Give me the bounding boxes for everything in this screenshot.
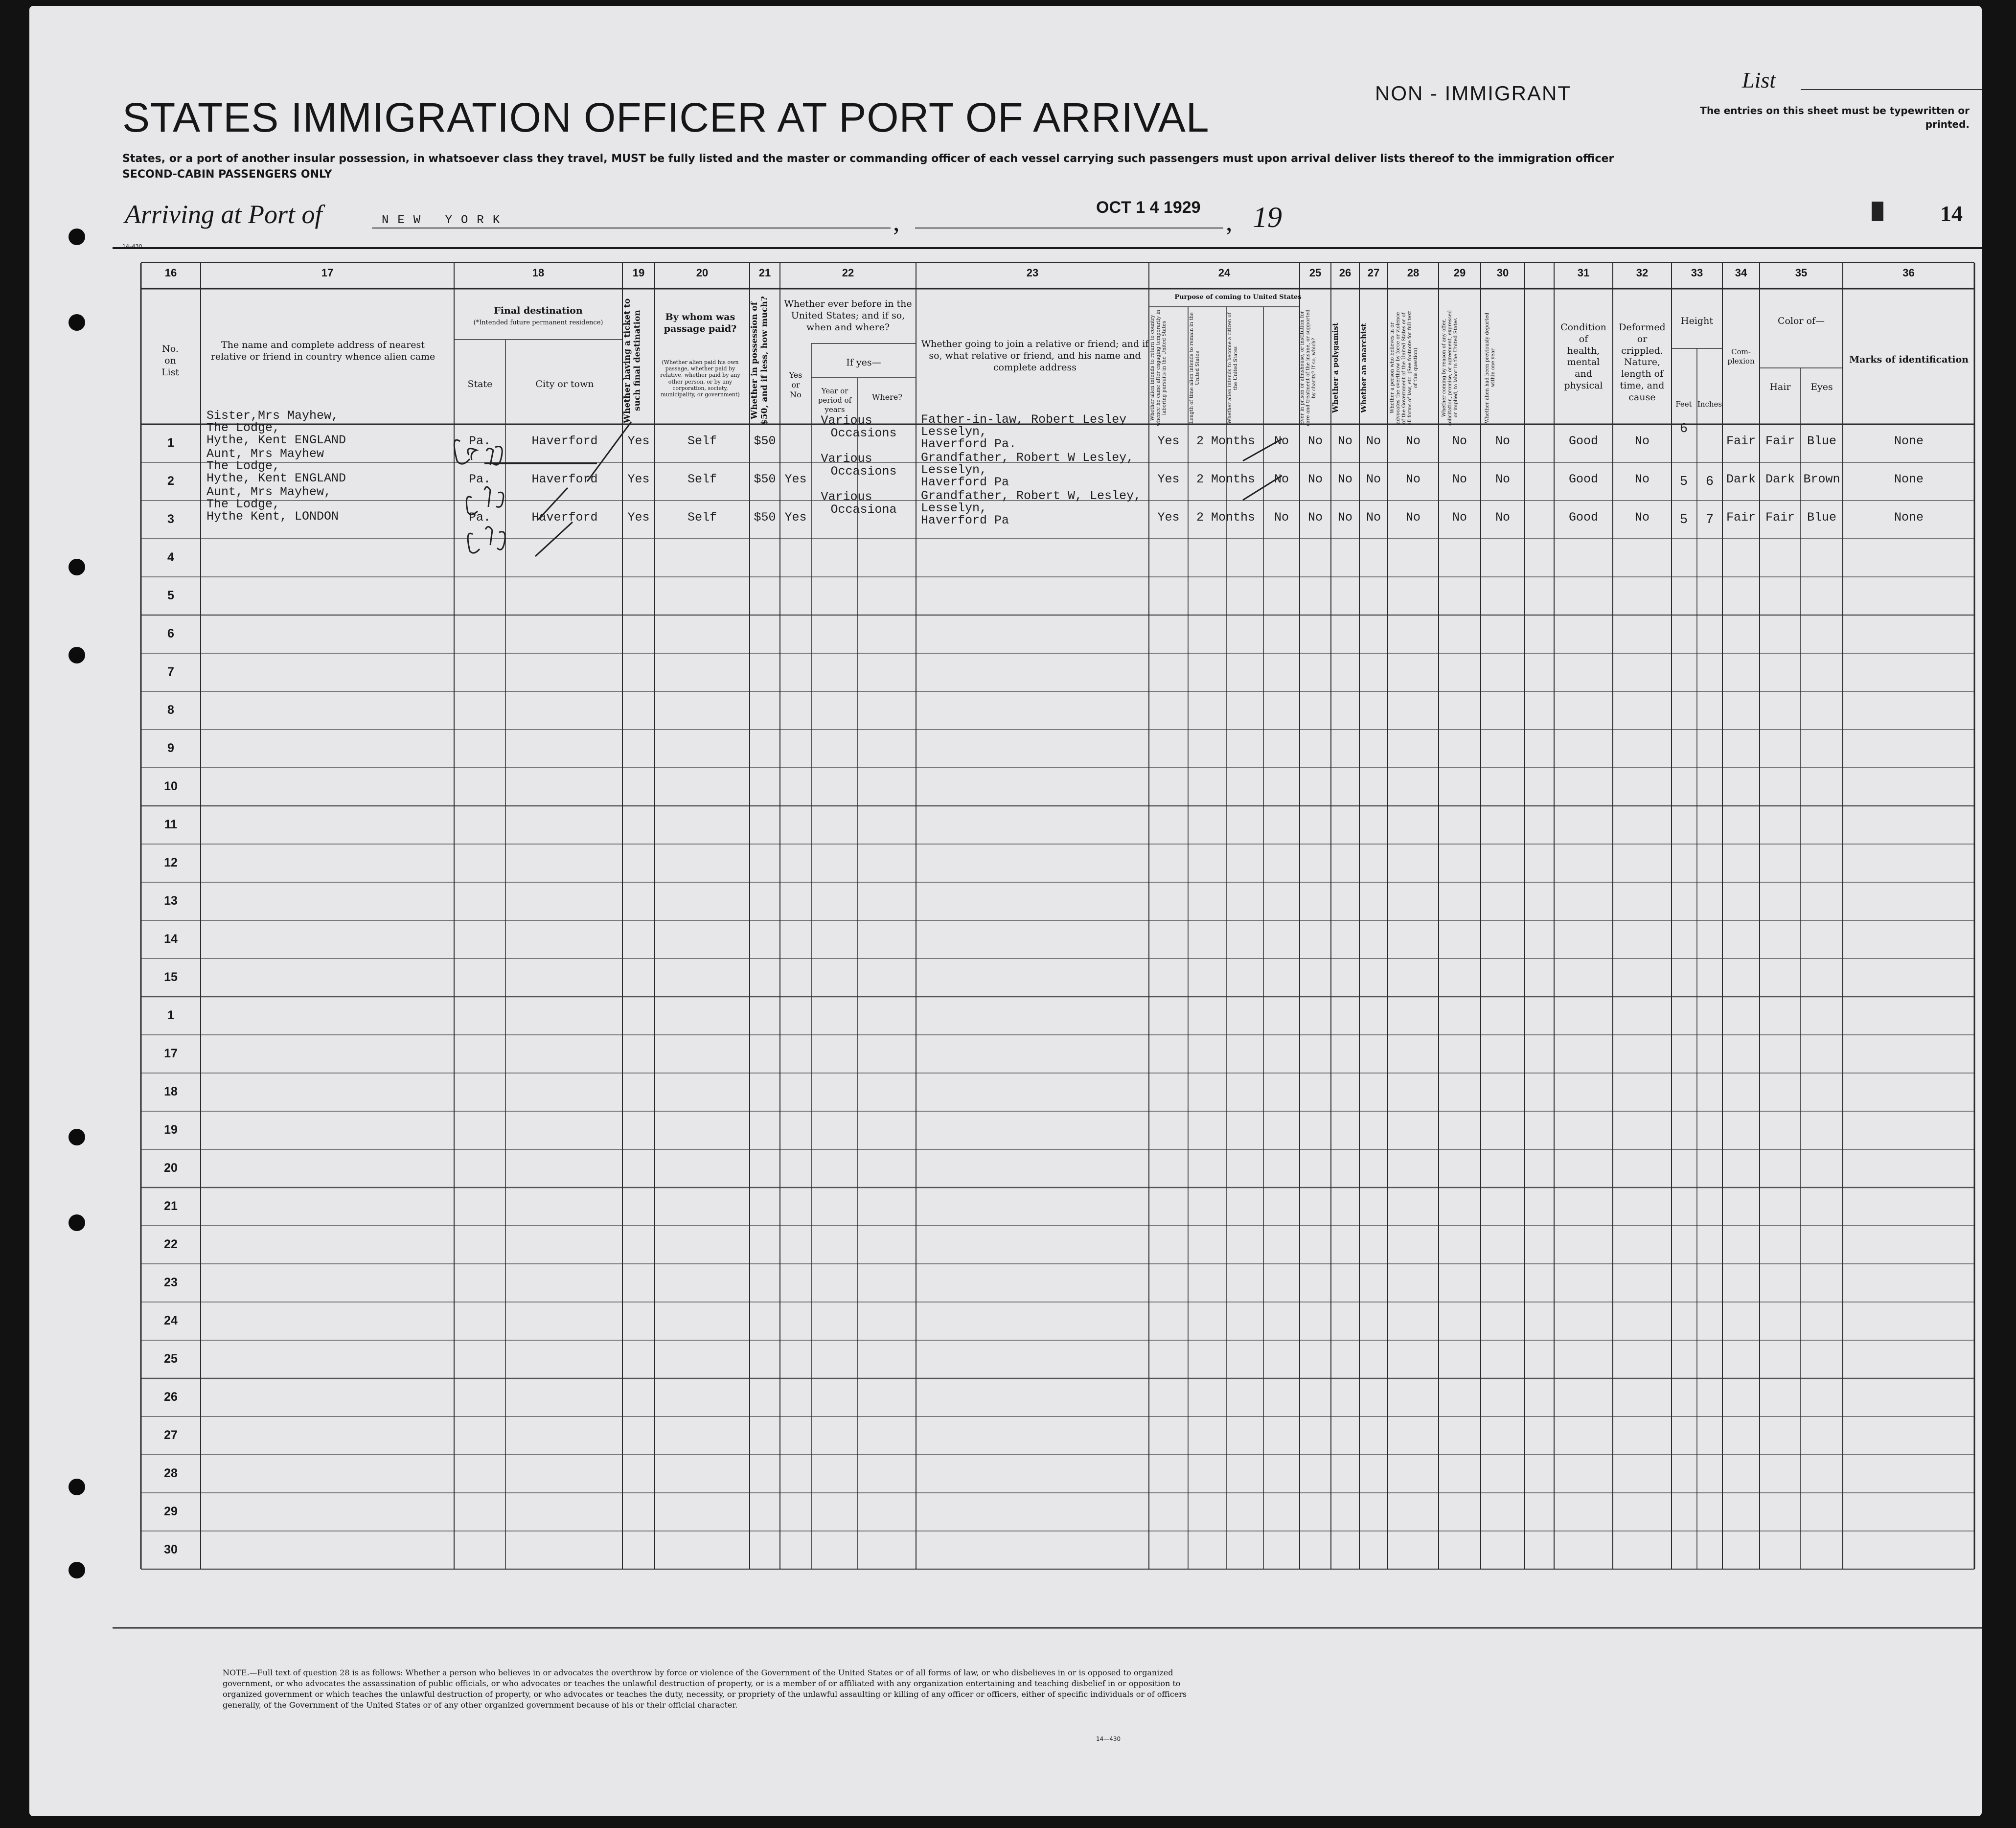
marks: None bbox=[1894, 472, 1924, 486]
row-number: 11 bbox=[164, 818, 178, 831]
row-number: 20 bbox=[164, 1161, 178, 1175]
manifest-sheet bbox=[29, 6, 1982, 1816]
col24b-heading: Length of time alien intends to remain in the United States bbox=[1189, 312, 1200, 424]
paid-by: Self bbox=[687, 434, 717, 448]
col32-heading: Deformed or crippled. Nature, length of time, and cause bbox=[1619, 322, 1666, 403]
col34-heading: Com- plexion bbox=[1727, 347, 1755, 366]
paid-by: Self bbox=[687, 510, 717, 525]
col30-heading: Whether alien had been previously deported within one year bbox=[1485, 312, 1496, 424]
joining-relative-line: Haverford Pa. bbox=[921, 437, 1017, 451]
height-feet: 5 bbox=[1679, 475, 1688, 489]
hair-color: Fair bbox=[1765, 434, 1795, 448]
health: Good bbox=[1568, 510, 1598, 525]
return-intent: Yes bbox=[1157, 434, 1180, 448]
height-inches: 7 bbox=[1705, 513, 1714, 527]
column-number: 24 bbox=[1218, 267, 1231, 279]
col36-heading: Marks of identification bbox=[1849, 354, 1969, 365]
col17-heading: The name and complete address of nearest relative or friend in country whence alien came bbox=[210, 340, 435, 362]
col22-heading: Whether ever before in the United States; and if so, when and where? bbox=[784, 298, 912, 333]
col24a-heading: Whether alien intends to return to country whence he came after engaging temporarily in laboring pursuits in the United States bbox=[1150, 310, 1167, 426]
row-number: 5 bbox=[167, 589, 174, 602]
anarchist: No bbox=[1366, 434, 1381, 448]
offer-to-labor: No bbox=[1452, 510, 1467, 525]
arriving-label: Arriving at Port of bbox=[125, 200, 322, 229]
relative-address-line: Hythe Kent, LONDON bbox=[206, 509, 339, 524]
column-number: 23 bbox=[1026, 267, 1039, 279]
col35-eyes: Eyes bbox=[1810, 382, 1833, 392]
footer-form-number: 14—430 bbox=[1096, 1736, 1121, 1742]
col22-year: Year or period of years bbox=[818, 387, 852, 414]
arrival-date-stamp: OCT 1 4 1929 bbox=[1096, 198, 1201, 217]
prison: No bbox=[1307, 434, 1323, 448]
row-number: 27 bbox=[164, 1428, 178, 1442]
health: Good bbox=[1568, 472, 1598, 486]
before-yes: Yes bbox=[784, 472, 807, 486]
joining-relative-line: Father-in-law, Robert Lesley bbox=[921, 412, 1127, 427]
ticket: Yes bbox=[627, 434, 650, 448]
height-inches: 6 bbox=[1705, 475, 1714, 489]
overthrow: No bbox=[1405, 510, 1420, 525]
marks: None bbox=[1894, 434, 1924, 448]
relative-address-line: The Lodge, bbox=[206, 497, 280, 511]
col16-heading: No. on List bbox=[161, 343, 180, 378]
joining-relative-line: Haverford Pa bbox=[921, 513, 1009, 527]
relative-address-line: The Lodge, bbox=[206, 421, 280, 435]
before-years: Various bbox=[821, 490, 872, 504]
before-where: Occasions bbox=[830, 464, 897, 479]
eye-color: Brown bbox=[1803, 472, 1840, 486]
joining-relative-line: Haverford Pa bbox=[921, 475, 1009, 489]
handwritten-annotations bbox=[29, 6, 1982, 1816]
row-number: 9 bbox=[167, 741, 174, 755]
city: Haverford bbox=[531, 434, 598, 448]
row-number: 19 bbox=[164, 1123, 178, 1137]
column-number: 25 bbox=[1309, 267, 1322, 279]
column-number: 35 bbox=[1795, 267, 1808, 279]
joining-relative-line: Lesselyn, bbox=[921, 501, 987, 515]
complexion: Fair bbox=[1726, 510, 1756, 525]
col25-heading: Ever in prison or almshouse, or institution for care and treatment of the insane, or supported by charity? If so, which? bbox=[1300, 309, 1317, 427]
relative-address-line: Aunt, Mrs Mayhew, bbox=[206, 485, 332, 499]
column-number: 27 bbox=[1367, 267, 1380, 279]
anarchist: No bbox=[1366, 510, 1381, 525]
deformed: No bbox=[1634, 434, 1649, 448]
column-number: 26 bbox=[1339, 267, 1352, 279]
col18-city-heading: City or town bbox=[535, 379, 594, 389]
joining-relative-line: Lesselyn, bbox=[921, 425, 987, 439]
col22-ifyes: If yes— bbox=[846, 357, 881, 368]
column-number: 36 bbox=[1902, 267, 1915, 279]
before-yes: Yes bbox=[784, 510, 807, 525]
return-intent: Yes bbox=[1157, 472, 1180, 486]
row-number: 6 bbox=[167, 627, 174, 640]
col26-heading: Whether a polygamist bbox=[1331, 322, 1340, 413]
column-number: 29 bbox=[1453, 267, 1466, 279]
subtitle: States, or a port of another insular possession, in whatsoever class they travel, MUST be fully listed and the master or commanding officer of each vessel carrying such passengers must upon arrival deliver lists thereof to the immigration officer bbox=[122, 153, 1614, 165]
hair-color: Dark bbox=[1765, 472, 1795, 486]
col18-subheading: (*Intended future permanent residence) bbox=[473, 319, 603, 326]
citizen-intent: No bbox=[1274, 434, 1289, 448]
marks: None bbox=[1894, 510, 1924, 525]
row-number: 4 bbox=[167, 550, 174, 564]
column-number: 32 bbox=[1636, 267, 1649, 279]
joining-relative-line: Grandfather, Robert W Lesley, bbox=[921, 451, 1134, 465]
prison: No bbox=[1307, 510, 1323, 525]
column-number: 16 bbox=[164, 267, 177, 279]
page-title: STATES IMMIGRATION OFFICER AT PORT OF ARRIVAL bbox=[122, 94, 1210, 140]
row-number: 17 bbox=[164, 1047, 178, 1060]
col20-subheading: (Whether alien paid his own passage, whether paid by relative, whether paid by any other person, or by any corporation, society, municipality, or government) bbox=[660, 359, 740, 398]
paid-by: Self bbox=[687, 472, 717, 486]
eye-color: Blue bbox=[1807, 510, 1836, 525]
col27-heading: Whether an anarchist bbox=[1359, 323, 1368, 413]
col19-heading: Whether having a ticket to such final destination bbox=[622, 298, 642, 423]
state: Pa. bbox=[468, 510, 491, 525]
relative-address-line: Sister,Mrs Mayhew, bbox=[206, 409, 339, 423]
col18-state-heading: State bbox=[467, 379, 493, 389]
length-of-stay: 2 Months bbox=[1196, 510, 1256, 525]
col35-hair: Hair bbox=[1769, 382, 1791, 392]
deported: No bbox=[1495, 472, 1510, 486]
column-number: 21 bbox=[758, 267, 771, 279]
col29-heading: Whether coming by reason of any offer, solicitation, promise, or agreement, expressed or implied, to labor in the United States bbox=[1442, 310, 1459, 426]
prison: No bbox=[1307, 472, 1323, 486]
joining-relative-line: Lesselyn, bbox=[921, 463, 987, 477]
column-number: 22 bbox=[842, 267, 854, 279]
length-of-stay: 2 Months bbox=[1196, 472, 1256, 486]
hair-color: Fair bbox=[1765, 510, 1795, 525]
row-number: 3 bbox=[167, 512, 174, 526]
row-number: 21 bbox=[164, 1199, 178, 1213]
row-number: 8 bbox=[167, 703, 174, 717]
comma: , bbox=[893, 207, 900, 236]
column-number: 19 bbox=[632, 267, 645, 279]
form-number-small: 14–430 bbox=[122, 243, 142, 250]
column-number: 28 bbox=[1407, 267, 1420, 279]
col23-heading: Whether going to join a relative or friend; and if so, what relative or friend, and his name and complete address bbox=[921, 339, 1149, 373]
citizen-intent: No bbox=[1274, 510, 1289, 525]
city: Haverford bbox=[531, 472, 598, 486]
col31-heading: Condition of health, mental and physical bbox=[1560, 322, 1606, 391]
row-number: 7 bbox=[167, 665, 174, 679]
relative-address-line: Aunt, Mrs Mayhew bbox=[206, 447, 324, 461]
height-feet: 6 bbox=[1679, 422, 1688, 436]
before-where: Occasions bbox=[830, 426, 897, 440]
column-number: 20 bbox=[696, 267, 709, 279]
col20-heading: By whom was passage paid? bbox=[664, 312, 737, 334]
col24-heading: Purpose of coming to United States bbox=[1174, 294, 1302, 301]
row-number: 25 bbox=[164, 1352, 178, 1366]
year-prefix: 19 bbox=[1253, 201, 1282, 233]
relative-address-line: Hythe, Kent ENGLAND bbox=[206, 471, 346, 485]
polygamist: No bbox=[1337, 510, 1352, 525]
row-number: 2 bbox=[167, 474, 174, 488]
deformed: No bbox=[1634, 510, 1649, 525]
col22-where: Where? bbox=[872, 392, 902, 402]
state: Pa. bbox=[468, 472, 491, 486]
col35-heading: Color of— bbox=[1777, 316, 1825, 326]
complexion: Dark bbox=[1726, 472, 1756, 486]
comma: , bbox=[1226, 207, 1233, 236]
column-number: 34 bbox=[1735, 267, 1747, 279]
deported: No bbox=[1495, 434, 1510, 448]
row-number: 14 bbox=[164, 932, 178, 946]
col24c-heading: Whether alien intends to become a citizen of the United States bbox=[1227, 312, 1238, 424]
eye-color: Blue bbox=[1807, 434, 1836, 448]
list-label: List bbox=[1742, 68, 1776, 92]
col21-heading: Whether in possession of $50, and if less, how much? bbox=[750, 296, 770, 425]
money: $50 bbox=[754, 510, 776, 525]
col33-heading: Height bbox=[1681, 316, 1713, 326]
row-number: 13 bbox=[164, 894, 178, 908]
before-years: Various bbox=[821, 452, 872, 466]
deformed: No bbox=[1634, 472, 1649, 486]
citizen-intent: No bbox=[1274, 472, 1289, 486]
deported: No bbox=[1495, 510, 1510, 525]
money: $50 bbox=[754, 434, 776, 448]
anarchist: No bbox=[1366, 472, 1381, 486]
height-feet: 5 bbox=[1679, 513, 1688, 527]
row-number: 1 bbox=[167, 1008, 174, 1022]
row-number: 1 bbox=[167, 436, 174, 450]
col22-yesno: Yes or No bbox=[789, 370, 802, 399]
polygamist: No bbox=[1337, 472, 1352, 486]
row-number: 30 bbox=[164, 1543, 178, 1556]
row-number: 15 bbox=[164, 970, 178, 984]
polygamist: No bbox=[1337, 434, 1352, 448]
col28-heading: Whether a person who believes in or advocates the overthrow by force or violence of the Government of the United States or of all forms of law, etc. (See footnote for full text of this question) bbox=[1390, 311, 1419, 425]
col33-feet: Feet bbox=[1675, 400, 1692, 409]
column-number: 18 bbox=[532, 267, 545, 279]
column-number: 30 bbox=[1496, 267, 1509, 279]
relative-address-line: The Lodge, bbox=[206, 459, 280, 473]
non-immigrant-stamp: NON - IMMIGRANT bbox=[1375, 82, 1571, 105]
row-number: 12 bbox=[164, 856, 178, 869]
row-number: 28 bbox=[164, 1466, 178, 1480]
row-number: 24 bbox=[164, 1314, 178, 1327]
health: Good bbox=[1568, 434, 1598, 448]
ticket: Yes bbox=[627, 510, 650, 525]
before-where: Occasiona bbox=[830, 503, 897, 517]
state: Pa. bbox=[468, 434, 491, 448]
column-number: 33 bbox=[1691, 267, 1703, 279]
col33-inches: Inches bbox=[1697, 400, 1722, 409]
overthrow: No bbox=[1405, 434, 1420, 448]
page-number: 14 bbox=[1940, 201, 1963, 226]
row-number: 18 bbox=[164, 1085, 178, 1098]
joining-relative-line: Grandfather, Robert W, Lesley, bbox=[921, 489, 1142, 503]
row-number: 29 bbox=[164, 1505, 178, 1518]
ticket: Yes bbox=[627, 472, 650, 486]
cabin-class: SECOND-CABIN PASSENGERS ONLY bbox=[122, 168, 332, 181]
column-number: 31 bbox=[1577, 267, 1590, 279]
offer-to-labor: No bbox=[1452, 472, 1467, 486]
money: $50 bbox=[754, 472, 776, 486]
overthrow: No bbox=[1405, 472, 1420, 486]
row-number: 23 bbox=[164, 1276, 178, 1289]
offer-to-labor: No bbox=[1452, 434, 1467, 448]
city: Haverford bbox=[531, 510, 598, 525]
row-number: 10 bbox=[164, 779, 178, 793]
column-number: 17 bbox=[321, 267, 334, 279]
footnote: NOTE.—Full text of question 28 is as follows: Whether a person who believes in or advocates the overthrow by force or violence of the Government of the United States or of all forms of law, or who disbelieves in or is opposed to organized government, or who advocates the assassination of public officials, or who advocates or teaches the unlawful destruction of property, or is a member of or affiliated with any organization entertaining and teaching disbelief in or opposition to organized government or which teaches the unlawful destruction of property, or who advocates or teaches the duty, necessity, or propriety of the unlawful assaulting or killing of any officer or officers, either of specific individuals or of officers generally, of the Government of the United States or of any other organized government because of his or their official character. bbox=[223, 1668, 1187, 1710]
arrival-port: NEW YORK bbox=[382, 214, 509, 227]
relative-address-line: Hythe, Kent ENGLAND bbox=[206, 433, 346, 447]
complexion: Fair bbox=[1726, 434, 1756, 448]
row-number: 26 bbox=[164, 1390, 178, 1404]
return-intent: Yes bbox=[1157, 510, 1180, 525]
typewritten-instruction: The entries on this sheet must be typewritten or printed. bbox=[1700, 105, 1970, 130]
col18-heading: Final destination bbox=[494, 305, 583, 316]
row-number: 22 bbox=[164, 1237, 178, 1251]
before-years: Various bbox=[821, 413, 872, 428]
length-of-stay: 2 Months bbox=[1196, 434, 1256, 448]
